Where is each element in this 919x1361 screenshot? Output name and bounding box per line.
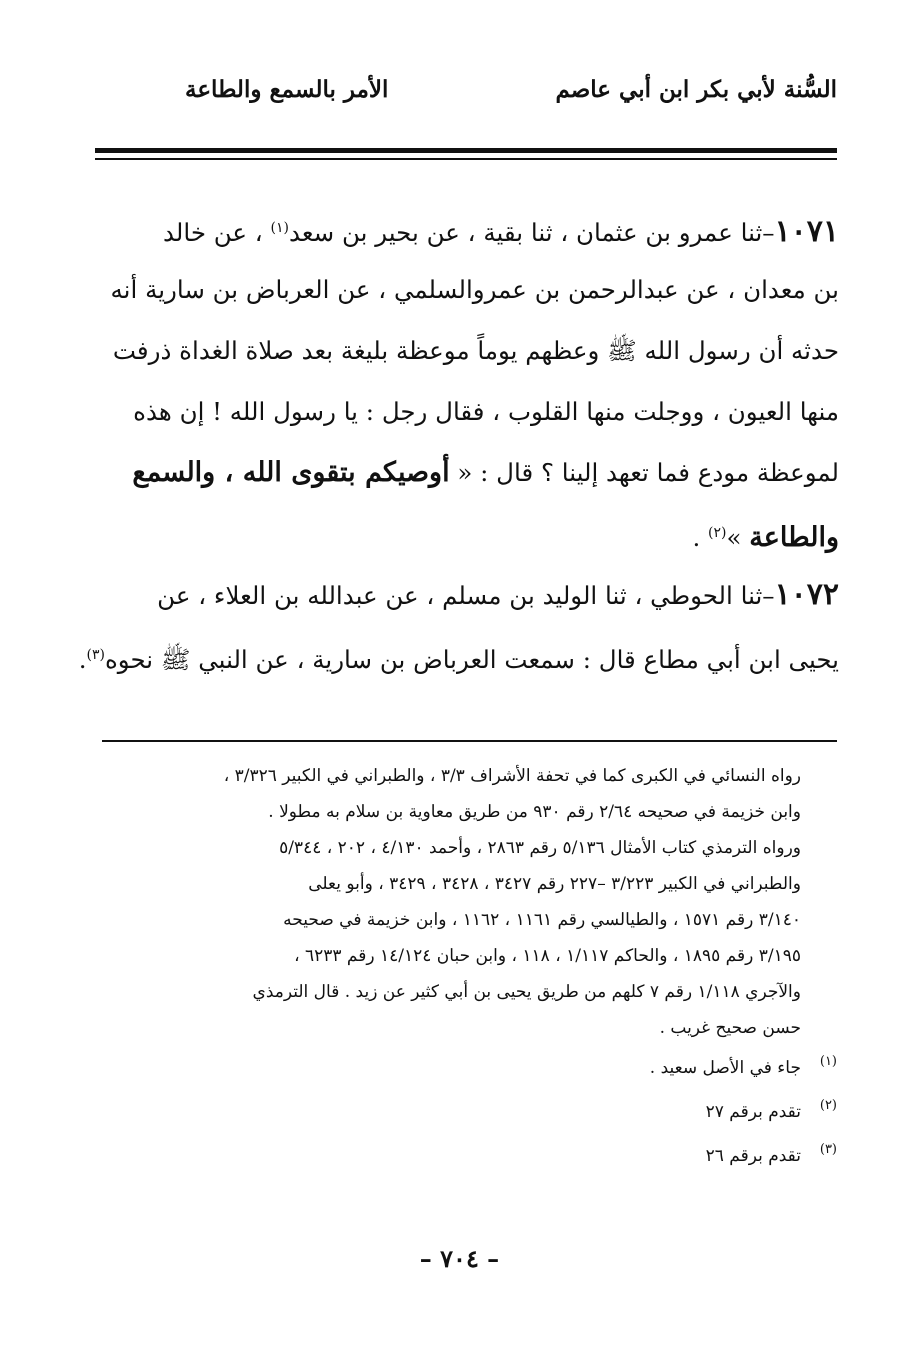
hadith-matn-bold-end: والطاعة xyxy=(749,522,839,554)
footnote-marker: (٣) xyxy=(819,1142,837,1157)
page-number: – ٧٠٤ – xyxy=(419,1244,500,1273)
footnote-text-line: ورواه الترمذي كتاب الأمثال ٥/١٣٦ رقم ٢٨٦٣ ، وأحمد ٤/١٣٠ ، ٢٠٢ ، ٥/٣٤٤ xyxy=(279,838,801,858)
footnote-text-line: ٣/١٤٠ رقم ١٥٧١ ، والطيالسي رقم ١١٦١ ، ١١٦٢ ، وابن خزيمة في صحيحه xyxy=(283,910,801,930)
hadith-1071-line-6 xyxy=(92,503,839,564)
hadith-number: ١٠٧٢ xyxy=(774,577,839,612)
hadith-matn-bold: أوصيكم بتقوى الله ، والسمع xyxy=(132,457,450,488)
text-run: يحيى ابن أبي مطاع قال : سمعت العرباض بن سارية ، عن النبي ﷺ نحوه xyxy=(104,645,839,675)
hadith-1071-line-2: بن معدان ، عن عبدالرحمن بن عمروالسلمي ، عن العرباض بن سارية أنه xyxy=(110,275,839,304)
footnote-separator xyxy=(102,740,837,742)
hadith-1071-line-5 xyxy=(92,442,839,503)
hadith-1072-line-1 xyxy=(92,564,839,625)
footnote-text-line: والآجري ١/١١٨ رقم ٧ كلهم من طريق يحيى بن أبي كثير عن زيد . قال الترمذي xyxy=(252,982,801,1002)
chapter-title: الأمر بالسمع والطاعة xyxy=(185,76,389,103)
header-rule-thin xyxy=(95,158,837,160)
text-run: لموعظة مودع فما تعهد إلينا ؟ قال : « xyxy=(449,458,839,487)
footnote-marker: (١) xyxy=(819,1054,837,1069)
text-run: » xyxy=(726,523,750,553)
footnote-text: جاء في الأصل سعيد . xyxy=(649,1058,801,1078)
text-run: –ثنا عمرو بن عثمان ، ثنا بقية ، عن بحير بن سعد xyxy=(288,218,775,248)
footnote-text-line: حسن صحيح غريب . xyxy=(659,1018,801,1038)
footnotes xyxy=(100,758,837,1178)
running-header xyxy=(95,70,837,120)
hadith-1071-line-3: حدثه أن رسول الله ﷺ وعظهم يوماً موعظة بليغة بعد صلاة الغداة ذرفت xyxy=(112,336,839,365)
book-title: السُّنة لأبي بكر ابن أبي عاصم xyxy=(555,76,837,103)
footnote-text: تقدم برقم ٢٧ xyxy=(705,1102,801,1122)
footnote-ref-3[interactable]: (٣) xyxy=(86,647,105,663)
text-run: ، عن خالد xyxy=(163,218,271,248)
footnote-text-line: والطبراني في الكبير ٣/٢٢٣ –٢٢٧ رقم ٣٤٢٧ ، ٣٤٢٨ ، ٣٤٢٩ ، وأبو يعلى xyxy=(308,874,801,894)
footnote-1 xyxy=(100,1046,837,1090)
hadith-number: ١٠٧١ xyxy=(774,214,839,250)
text-run: . xyxy=(692,523,709,553)
hadith-1071-line-1 xyxy=(92,198,839,259)
hadith-1072-line-2 xyxy=(78,625,839,686)
footnote-ref-2[interactable]: (٢) xyxy=(708,525,727,541)
main-text xyxy=(78,198,839,686)
footnote-3 xyxy=(100,1134,837,1178)
footnote-text-line: وابن خزيمة في صحيحه ٢/٦٤ رقم ٩٣٠ من طريق معاوية بن سلام به مطولا . xyxy=(268,802,801,822)
header-rule-thick xyxy=(95,148,837,153)
footnote-text-line: ٣/١٩٥ رقم ١٨٩٥ ، والحاكم ١/١١٧ ، ١١٨ ، وابن حبان ١٤/١٢٤ رقم ٦٢٣٣ ، xyxy=(294,946,801,966)
text-run: . xyxy=(78,645,87,675)
text-run: –ثنا الحوطي ، ثنا الوليد بن مسلم ، عن عبدالله بن العلاء ، عن xyxy=(157,581,775,610)
footnote-2 xyxy=(100,1090,837,1134)
footnote-text-line: رواه النسائي في الكبرى كما في تحفة الأشراف ٣/٣ ، والطبراني في الكبير ٣/٣٢٦ ، xyxy=(223,766,801,786)
footnote-ref-1[interactable]: (١) xyxy=(270,220,289,236)
hadith-1071-line-4: منها العيون ، ووجلت منها القلوب ، فقال رجل : يا رسول الله ! إن هذه xyxy=(133,397,839,426)
footnote-text: تقدم برقم ٢٦ xyxy=(705,1146,801,1166)
footnote-marker: (٢) xyxy=(819,1098,837,1113)
